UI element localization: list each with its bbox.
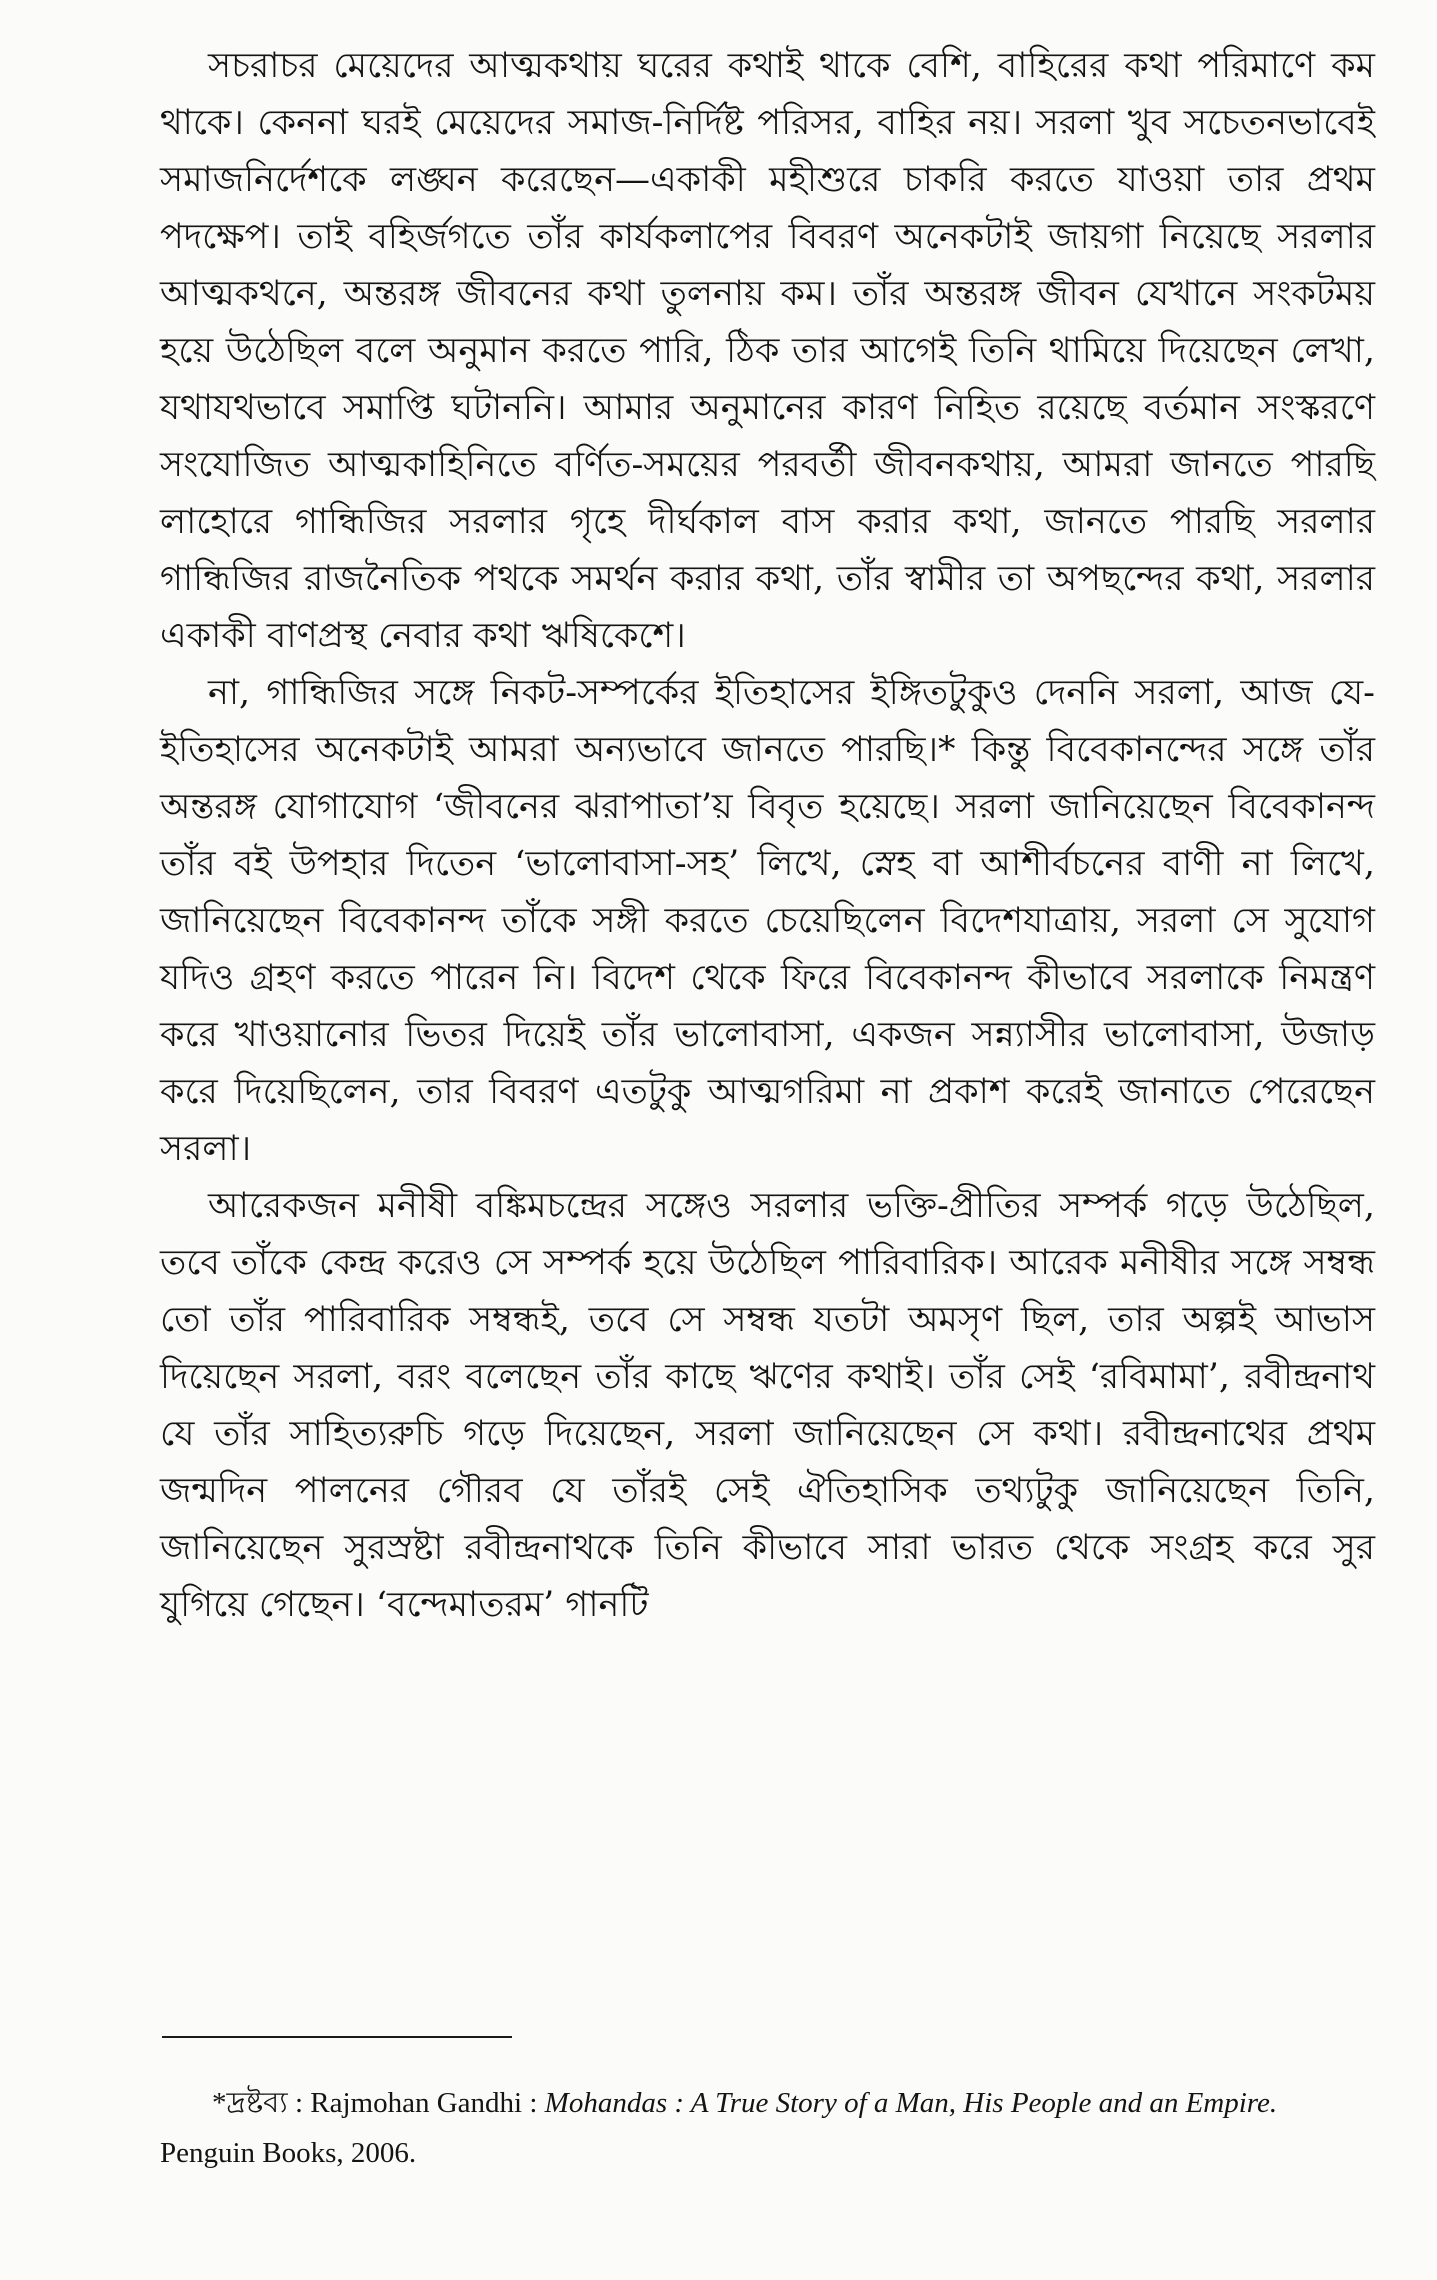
paragraph-1 (160, 38, 1375, 665)
paragraph-2 (160, 665, 1375, 1178)
footnote-author: Rajmohan Gandhi : (310, 2087, 538, 2119)
footnote (160, 2078, 1375, 2178)
footnote-publisher: Penguin Books, 2006. (160, 2137, 417, 2169)
body-text (160, 38, 1375, 1634)
footnote-marker: *দ্রষ্টব্য : (212, 2087, 304, 2119)
footnote-title: Mohandas : A True Story of a Man, His People and an Empire. (544, 2087, 1278, 2119)
paragraph-2-text: না, গান্ধিজির সঙ্গে নিকট-সম্পর্কের ইতিহাসের ইঙ্গিতটুকুও দেননি সরলা, আজ যে-ইতিহাসের অনেকটাই আমরা অন্যভাবে জানতে পারছি।* কিন্তু বিবেকানন্দের সঙ্গে তাঁর অন্তরঙ্গ যোগাযোগ ‘জীবনের ঝরাপাতা’য় বিবৃত হয়েছে। সরলা জানিয়েছেন বিবেকানন্দ তাঁর বই উপহার দিতেন ‘ভালোবাসা-সহ’ লিখে, স্নেহ বা আশীর্বচনের বাণী না লিখে, জানিয়েছেন বিবেকানন্দ তাঁকে সঙ্গী করতে চেয়েছিলেন বিদেশযাত্রায়, সরলা সে সুযোগ যদিও গ্রহণ করতে পারেন নি। বিদেশ থেকে ফিরে বিবেকানন্দ কীভাবে সরলাকে নিমন্ত্রণ করে খাওয়ানোর ভিতর দিয়েই তাঁর ভালোবাসা, একজন সন্ন্যাসীর ভালোবাসা, উজাড় করে দিয়েছিলেন, তার বিবরণ এতটুকু আত্মগরিমা না প্রকাশ করেই জানাতে পেরেছেন সরলা। (160, 673, 1375, 1169)
paragraph-3-text: আরেকজন মনীষী বঙ্কিমচন্দ্রের সঙ্গেও সরলার ভক্তি-প্রীতির সম্পর্ক গড়ে উঠেছিল, তবে তাঁকে কেন্দ্র করেও সে সম্পর্ক হয়ে উঠেছিল পারিবারিক। আরেক মনীষীর সঙ্গে সম্বন্ধ তো তাঁর পারিবারিক সম্বন্ধই, তবে সে সম্বন্ধ যতটা অমসৃণ ছিল, তার অল্পই আভাস দিয়েছেন সরলা, বরং বলেছেন তাঁর কাছে ঋণের কথাই। তাঁর সেই ‘রবিমামা’, রবীন্দ্রনাথ যে তাঁর সাহিত্যরুচি গড়ে দিয়েছেন, সরলা জানিয়েছেন সে কথা। রবীন্দ্রনাথের প্রথম জন্মদিন পালনের গৌরব যে তাঁরই সেই ঐতিহাসিক তথ্যটুকু জানিয়েছেন তিনি, জানিয়েছেন সুরস্রষ্টা রবীন্দ্রনাথকে তিনি কীভাবে সারা ভারত থেকে সংগ্রহ করে সুর যুগিয়ে গেছেন। ‘বন্দেমাতরম’ গানটি (160, 1186, 1375, 1625)
footnote-divider (162, 2036, 512, 2038)
paragraph-1-text: সচরাচর মেয়েদের আত্মকথায় ঘরের কথাই থাকে বেশি, বাহিরের কথা পরিমাণে কম থাকে। কেননা ঘরই মেয়েদের সমাজ-নির্দিষ্ট পরিসর, বাহির নয়। সরলা খুব সচেতনভাবেই সমাজনির্দেশকে লঙ্ঘন করেছেন—একাকী মহীশুরে চাকরি করতে যাওয়া তার প্রথম পদক্ষেপ। তাই বহির্জগতে তাঁর কার্যকলাপের বিবরণ অনেকটাই জায়গা নিয়েছে সরলার আত্মকথনে, অন্তরঙ্গ জীবনের কথা তুলনায় কম। তাঁর অন্তরঙ্গ জীবন যেখানে সংকটময় হয়ে উঠেছিল বলে অনুমান করতে পারি, ঠিক তার আগেই তিনি থামিয়ে দিয়েছেন লেখা, যথাযথভাবে সমাপ্তি ঘটাননি। আমার অনুমানের কারণ নিহিত রয়েছে বর্তমান সংস্করণে সংযোজিত আত্মকাহিনিতে বর্ণিত-সময়ের পরবর্তী জীবনকথায়, আমরা জানতে পারছি লাহোরে গান্ধিজির সরলার গৃহে দীর্ঘকাল বাস করার কথা, জানতে পারছি সরলার গান্ধিজির রাজনৈতিক পথকে সমর্থন করার কথা, তাঁর স্বামীর তা অপছন্দের কথা, সরলার একাকী বাণপ্রস্থ নেবার কথা ঋষিকেশে। (160, 46, 1375, 656)
paragraph-3 (160, 1178, 1375, 1634)
